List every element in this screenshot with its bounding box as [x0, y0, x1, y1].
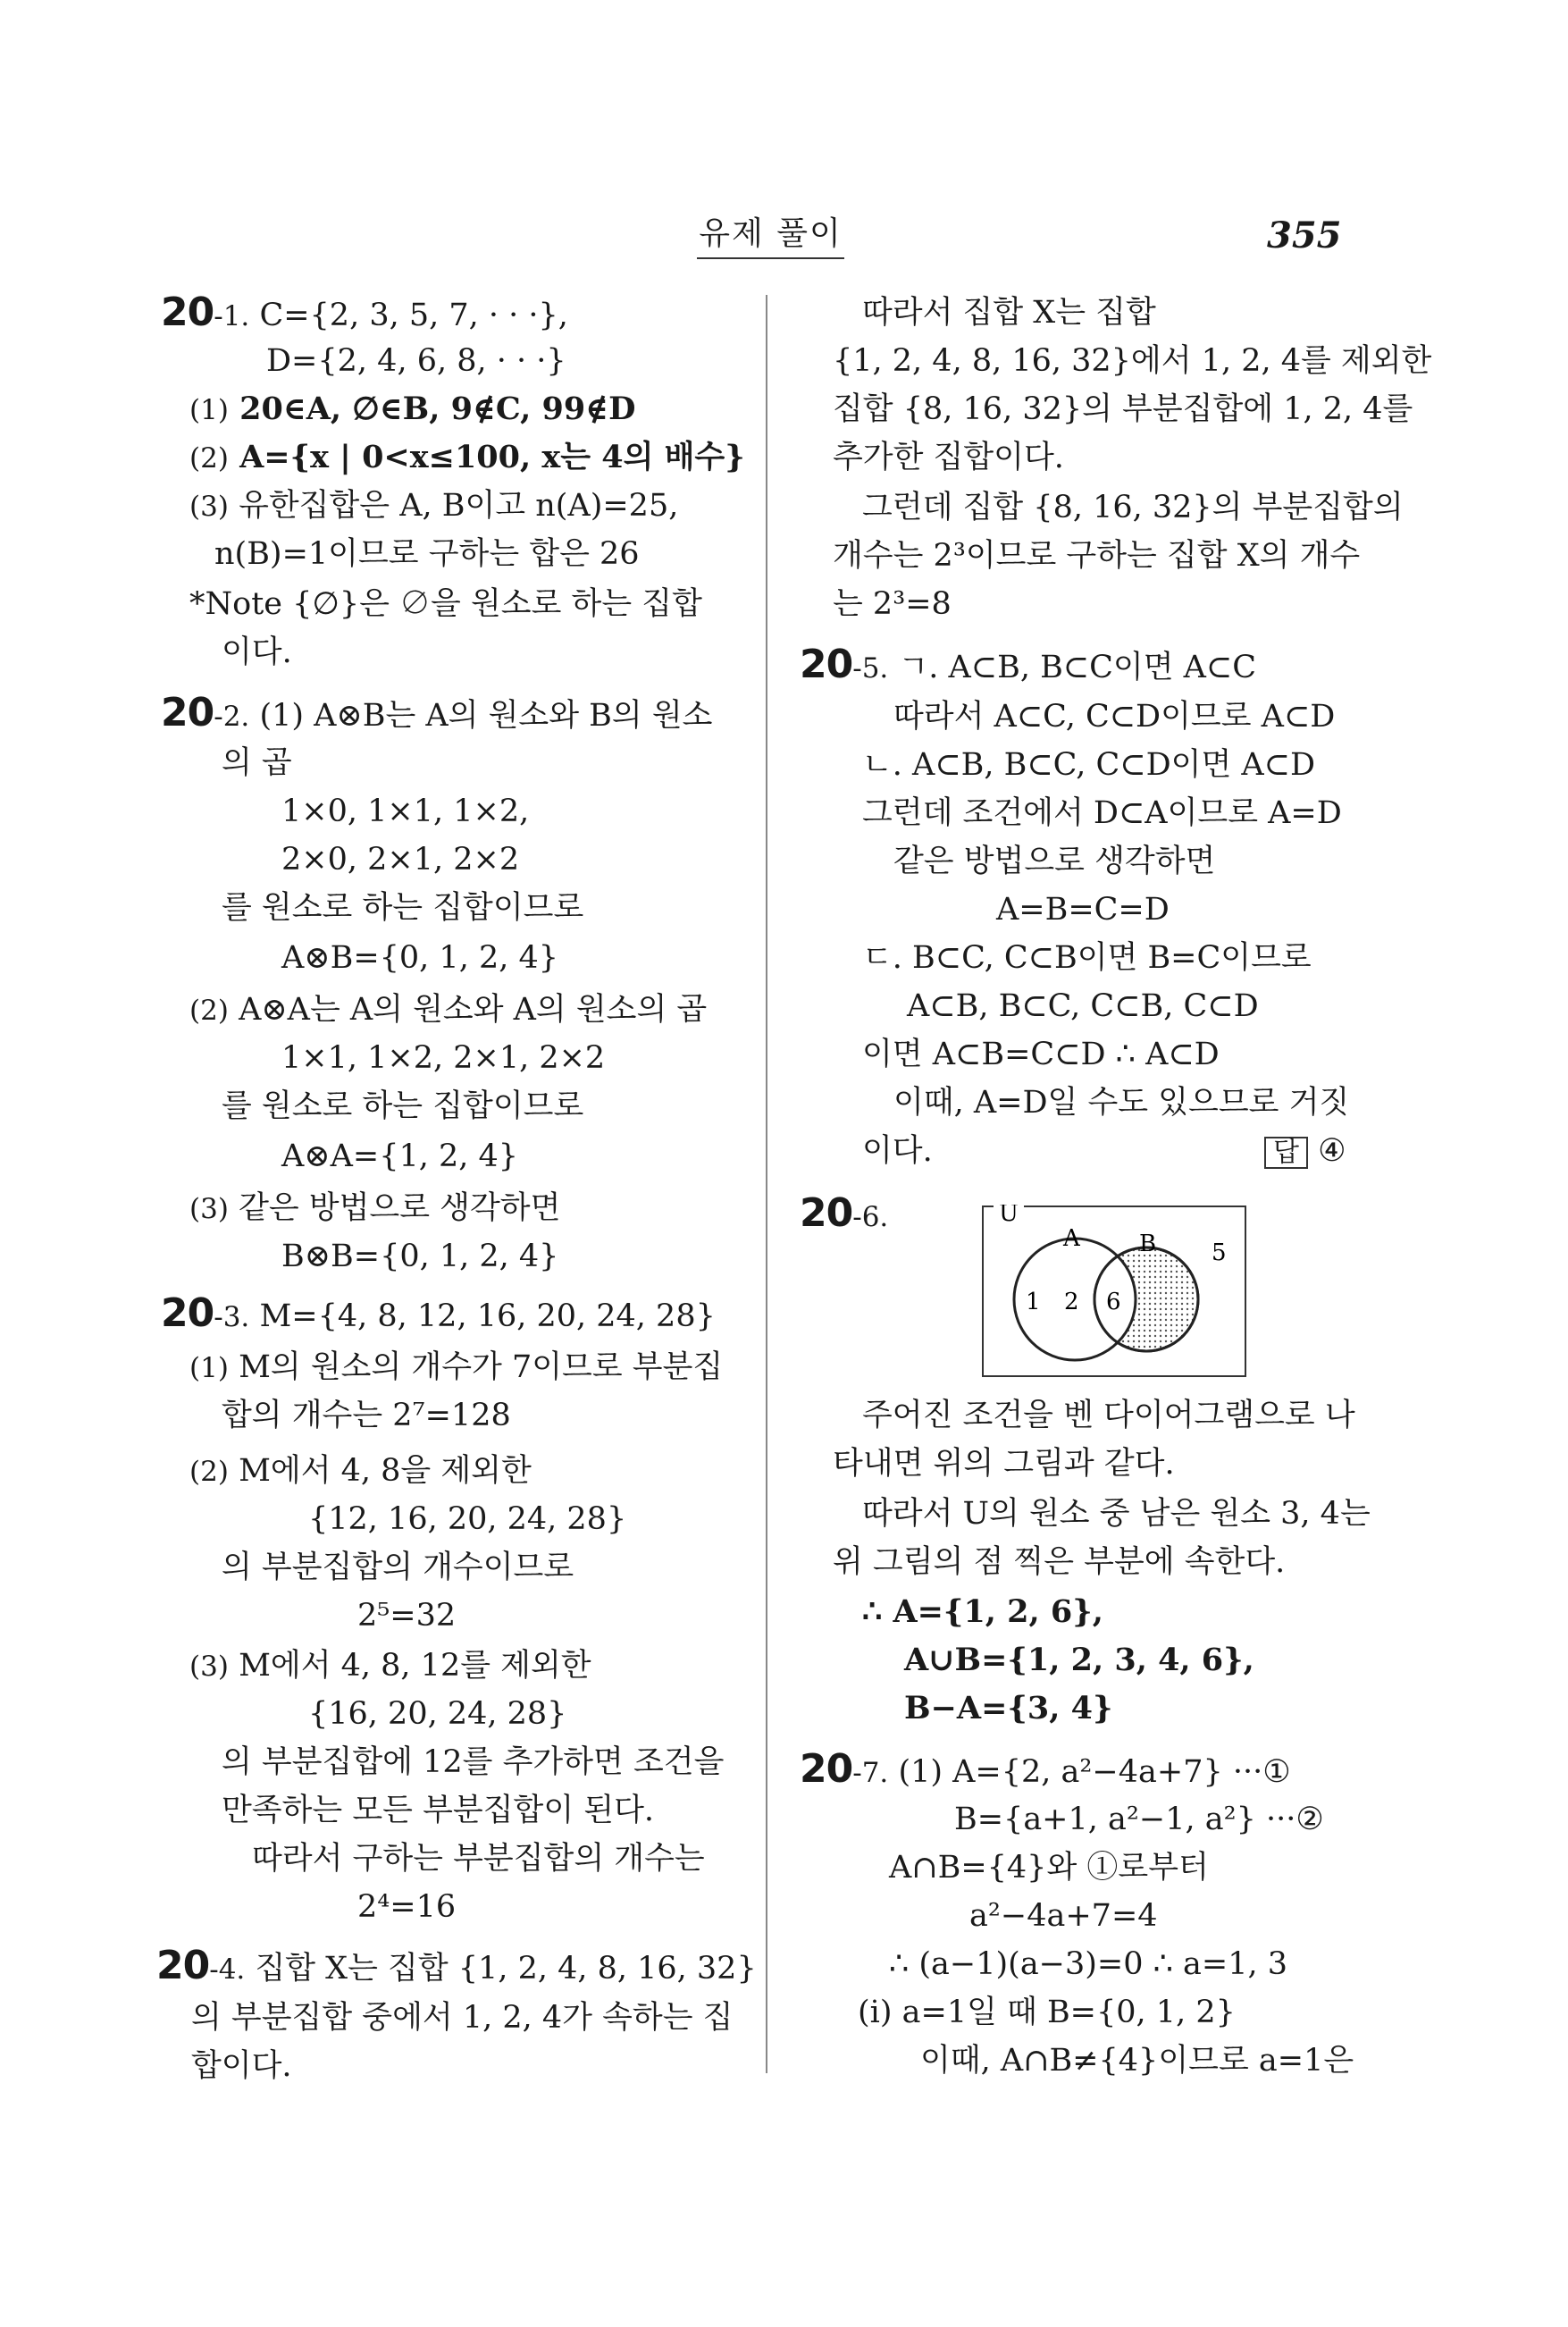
line-text: D={2, 4, 6, 8, · · ·}: [266, 343, 566, 379]
line-text: 따라서 A⊂C, C⊂D이므로 A⊂D: [893, 699, 1336, 735]
line-text: 같은 방법으로 생각하면: [893, 844, 1216, 879]
line-text: {12, 16, 20, 24, 28}: [308, 1501, 627, 1537]
venn-element: 1: [1026, 1289, 1041, 1315]
line-text: 의 부분집합에 12를 추가하면 조건을: [222, 1744, 725, 1780]
line-text: 집합 X는 집합 {1, 2, 4, 8, 16, 32}: [255, 1951, 757, 1987]
text-line: [191, 1998, 733, 2037]
line-text: M의 원소의 개수가 7이므로 부분집: [239, 1349, 724, 1385]
line-text: C={2, 3, 5, 7, · · ·},: [259, 298, 568, 333]
text-line: [862, 1035, 1220, 1074]
line-text: A=B=C=D: [996, 892, 1170, 928]
problem-subnumber: -1.: [214, 300, 250, 332]
text-line: [357, 1887, 456, 1927]
set-a-label: A: [1063, 1225, 1080, 1252]
text-line: [308, 1500, 626, 1539]
problem-subnumber: -6.: [852, 1201, 889, 1233]
text-line: [858, 1993, 1236, 2032]
text-line: [889, 1848, 1209, 1887]
item-label: (3): [189, 491, 229, 523]
problem-heading: [156, 1943, 757, 1989]
line-text: A⊗A={1, 2, 4}: [281, 1138, 519, 1174]
answer-value: ④: [1318, 1133, 1346, 1169]
line-text: A∪B={1, 2, 3, 4, 6},: [904, 1642, 1254, 1678]
text-line: [189, 486, 678, 526]
line-text: 유한집합은 A, B이고 n(A)=25,: [239, 488, 679, 524]
line-text: 는 2³=8: [833, 586, 952, 622]
line-text: {16, 20, 24, 28}: [308, 1696, 567, 1732]
answer-box-label: 답: [1264, 1137, 1308, 1169]
line-text: 2×0, 2×1, 2×2: [281, 842, 520, 878]
text-line: [969, 1896, 1158, 1936]
problem-number: 20: [161, 290, 214, 335]
line-text: A∩B={4}와 ①로부터: [889, 1850, 1209, 1886]
text-line: [189, 1348, 723, 1388]
text-line: [833, 1542, 1285, 1582]
line-text: 이때, A∩B≠{4}이므로 a=1은: [920, 2043, 1354, 2079]
item-label: (3): [189, 1193, 229, 1225]
text-line: [281, 1038, 605, 1078]
text-line: [214, 534, 640, 574]
problem-heading: [161, 290, 568, 336]
text-line: [281, 938, 558, 978]
line-text: ∴ A={1, 2, 6},: [862, 1593, 1103, 1630]
text-line: [833, 390, 1413, 429]
line-text: ㄴ. A⊂B, B⊂C, C⊂D이면 A⊂D: [862, 747, 1316, 783]
set-b-label: B: [1139, 1231, 1157, 1257]
line-text: B={a+1, a²−1, a²} ···②: [954, 1802, 1324, 1837]
line-text: 따라서 집합 X는 집합: [862, 295, 1156, 331]
line-text: M에서 4, 8, 12를 제외한: [239, 1648, 591, 1684]
line-text: 2⁵=32: [357, 1598, 457, 1634]
text-line: [862, 794, 1342, 833]
text-line: [281, 1237, 558, 1276]
text-line: [833, 438, 1064, 477]
problem-subnumber: -3.: [214, 1301, 250, 1333]
text-line: [189, 1189, 560, 1229]
line-text: ㄱ. A⊂B, B⊂C이면 A⊂C: [898, 650, 1257, 685]
item-label: (1): [189, 1352, 229, 1384]
text-line: [893, 842, 1215, 881]
line-text: 따라서 U의 원소 중 남은 원소 3, 4는: [862, 1496, 1371, 1532]
line-text: 이면 A⊂B=C⊂D ∴ A⊂D: [862, 1037, 1220, 1072]
line-text: 1×1, 1×2, 2×1, 2×2: [281, 1040, 606, 1076]
problem-heading: [161, 690, 713, 736]
text-line: [862, 1494, 1371, 1533]
text-line: [281, 1137, 518, 1176]
text-line: [222, 743, 292, 783]
line-text: 를 원소로 하는 집합이므로: [222, 890, 584, 926]
venn-element: 2: [1064, 1289, 1079, 1315]
line-text: B−A={3, 4}: [904, 1690, 1113, 1726]
text-line: [862, 1131, 933, 1171]
text-line: [222, 1396, 511, 1435]
line-text: M에서 4, 8을 제외한: [239, 1453, 532, 1489]
item-label: (2): [189, 442, 229, 475]
item-label: (1): [189, 394, 229, 426]
line-text: 그런데 집합 {8, 16, 32}의 부분집합의: [862, 490, 1404, 525]
line-text: *Note {∅}은 ∅을 원소로 하는 집합: [189, 586, 702, 622]
problem-subnumber: -5.: [852, 652, 889, 685]
text-line: [893, 1083, 1349, 1122]
text-line: [996, 890, 1170, 929]
problem-heading: [800, 1190, 889, 1237]
line-text: 의 부분집합의 개수이므로: [222, 1550, 574, 1585]
text-line: [862, 745, 1315, 785]
text-line: [222, 888, 583, 928]
problem-heading: [800, 1746, 1291, 1793]
venn-element-intersection: 6: [1106, 1289, 1121, 1315]
line-text: A⊂B, B⊂C, C⊂B, C⊂D: [907, 988, 1259, 1024]
item-label: (2): [189, 1456, 229, 1488]
line-text: 위 그림의 점 찍은 부분에 속한다.: [833, 1544, 1286, 1580]
text-line: [189, 990, 707, 1030]
line-text: 이때, A=D일 수도 있으므로 거짓: [893, 1085, 1350, 1121]
line-text: 같은 방법으로 생각하면: [239, 1190, 561, 1226]
line-text: B⊗B={0, 1, 2, 4}: [281, 1239, 559, 1274]
text-line: [833, 1444, 1175, 1483]
line-text: 1×0, 1×1, 1×2,: [281, 794, 530, 829]
problem-number: 20: [800, 1746, 853, 1792]
line-text: (i) a=1일 때 B={0, 1, 2}: [858, 1995, 1236, 2030]
text-line: [191, 2046, 292, 2086]
line-text: {1, 2, 4, 8, 16, 32}에서 1, 2, 4를 제외한: [833, 343, 1432, 379]
line-text: 합의 개수는 2⁷=128: [222, 1398, 511, 1433]
line-text: 따라서 구하는 부분집합의 개수는: [252, 1841, 705, 1877]
line-text: 주어진 조건을 벤 다이어그램으로 나: [862, 1398, 1355, 1433]
text-line: [189, 1451, 532, 1491]
problem-number: 20: [156, 1943, 210, 1988]
answer-marker: [1264, 1131, 1346, 1171]
problem-subnumber: -2.: [214, 701, 250, 733]
text-line: [889, 1945, 1287, 1984]
text-line: [920, 2041, 1354, 2080]
line-text: 를 원소로 하는 집합이므로: [222, 1088, 584, 1124]
text-line: [308, 1694, 566, 1734]
line-text: ∴ (a−1)(a−3)=0 ∴ a=1, 3: [889, 1946, 1288, 1982]
line-text: n(B)=1이므로 구하는 합은 26: [214, 536, 640, 572]
line-text: A={x | 0<x≤100, x는 4의 배수}: [239, 439, 745, 475]
text-line: [222, 633, 292, 672]
line-text: 개수는 2³이므로 구하는 집합 X의 개수: [833, 538, 1361, 574]
problem-subnumber: -4.: [209, 1953, 246, 1986]
line-text: 의 곱: [222, 745, 292, 781]
text-line: [189, 1646, 591, 1686]
text-line: [222, 1791, 654, 1830]
text-line: [893, 697, 1335, 736]
item-label: (3): [189, 1651, 229, 1683]
line-text: 20∈A, ∅∈B, 9∉C, 99∉D: [239, 391, 636, 427]
text-line: [833, 536, 1360, 575]
line-text: 집합 {8, 16, 32}의 부분집합에 1, 2, 4를: [833, 391, 1413, 427]
problem-number: 20: [800, 642, 853, 687]
item-label: (2): [189, 995, 229, 1027]
text-line: [222, 1087, 583, 1126]
text-line: [222, 1548, 574, 1587]
venn-element-outside: 5: [1212, 1239, 1227, 1266]
problem-heading: [800, 642, 1257, 688]
line-text: 합이다.: [191, 2048, 292, 2084]
text-line: [833, 584, 952, 624]
line-text: 추가한 집합이다.: [833, 440, 1064, 475]
problem-subnumber: -7.: [852, 1757, 889, 1789]
text-line: [266, 341, 566, 381]
line-text: A⊗B={0, 1, 2, 4}: [281, 940, 559, 976]
problem-heading: [161, 1290, 716, 1337]
problem-number: 20: [800, 1190, 853, 1236]
line-text: 그런데 조건에서 D⊂A이므로 A=D: [862, 795, 1342, 831]
text-line: [281, 840, 519, 879]
line-text: a²−4a+7=4: [969, 1898, 1158, 1934]
text-line: [862, 1592, 1103, 1632]
line-text: (1) A⊗B는 A의 원소와 B의 원소: [259, 698, 713, 734]
text-line: [862, 938, 1312, 978]
text-line: [954, 1800, 1324, 1839]
column-divider: [766, 295, 767, 2073]
problem-number: 20: [161, 690, 214, 735]
problem-number: 20: [161, 1290, 214, 1336]
text-line: [357, 1596, 456, 1635]
line-text: 만족하는 모든 부분집합이 된다.: [222, 1793, 655, 1828]
text-line: [252, 1839, 705, 1878]
text-line: [222, 1743, 724, 1782]
text-line: [862, 1396, 1355, 1435]
text-line: [189, 438, 745, 478]
line-text: 이다.: [862, 1133, 933, 1169]
text-line: [907, 987, 1259, 1026]
line-text: M={4, 8, 12, 16, 20, 24, 28}: [259, 1298, 716, 1334]
venn-diagram: [981, 1205, 1249, 1383]
text-line: [281, 792, 529, 831]
line-text: 2⁴=16: [357, 1889, 457, 1925]
line-text: 타내면 위의 그림과 같다.: [833, 1446, 1175, 1482]
line-text: 이다.: [222, 634, 292, 670]
line-text: A⊗A는 A의 원소와 A의 원소의 곱: [239, 992, 708, 1028]
page-number: 355: [1267, 214, 1342, 256]
text-line: [862, 488, 1404, 527]
text-line: [904, 1689, 1112, 1728]
text-line: [904, 1641, 1254, 1680]
text-line: [189, 390, 635, 430]
text-line: [862, 293, 1156, 332]
line-text: 의 부분집합 중에서 1, 2, 4가 속하는 집: [191, 2000, 734, 2036]
section-title: 유제 풀이: [697, 214, 844, 259]
line-text: ㄷ. B⊂C, C⊂B이면 B=C이므로: [862, 940, 1312, 976]
line-text: (1) A={2, a²−4a+7} ···①: [898, 1754, 1291, 1790]
text-line: [189, 584, 702, 624]
universe-label: U: [999, 1205, 1019, 1227]
text-line: [833, 341, 1431, 381]
